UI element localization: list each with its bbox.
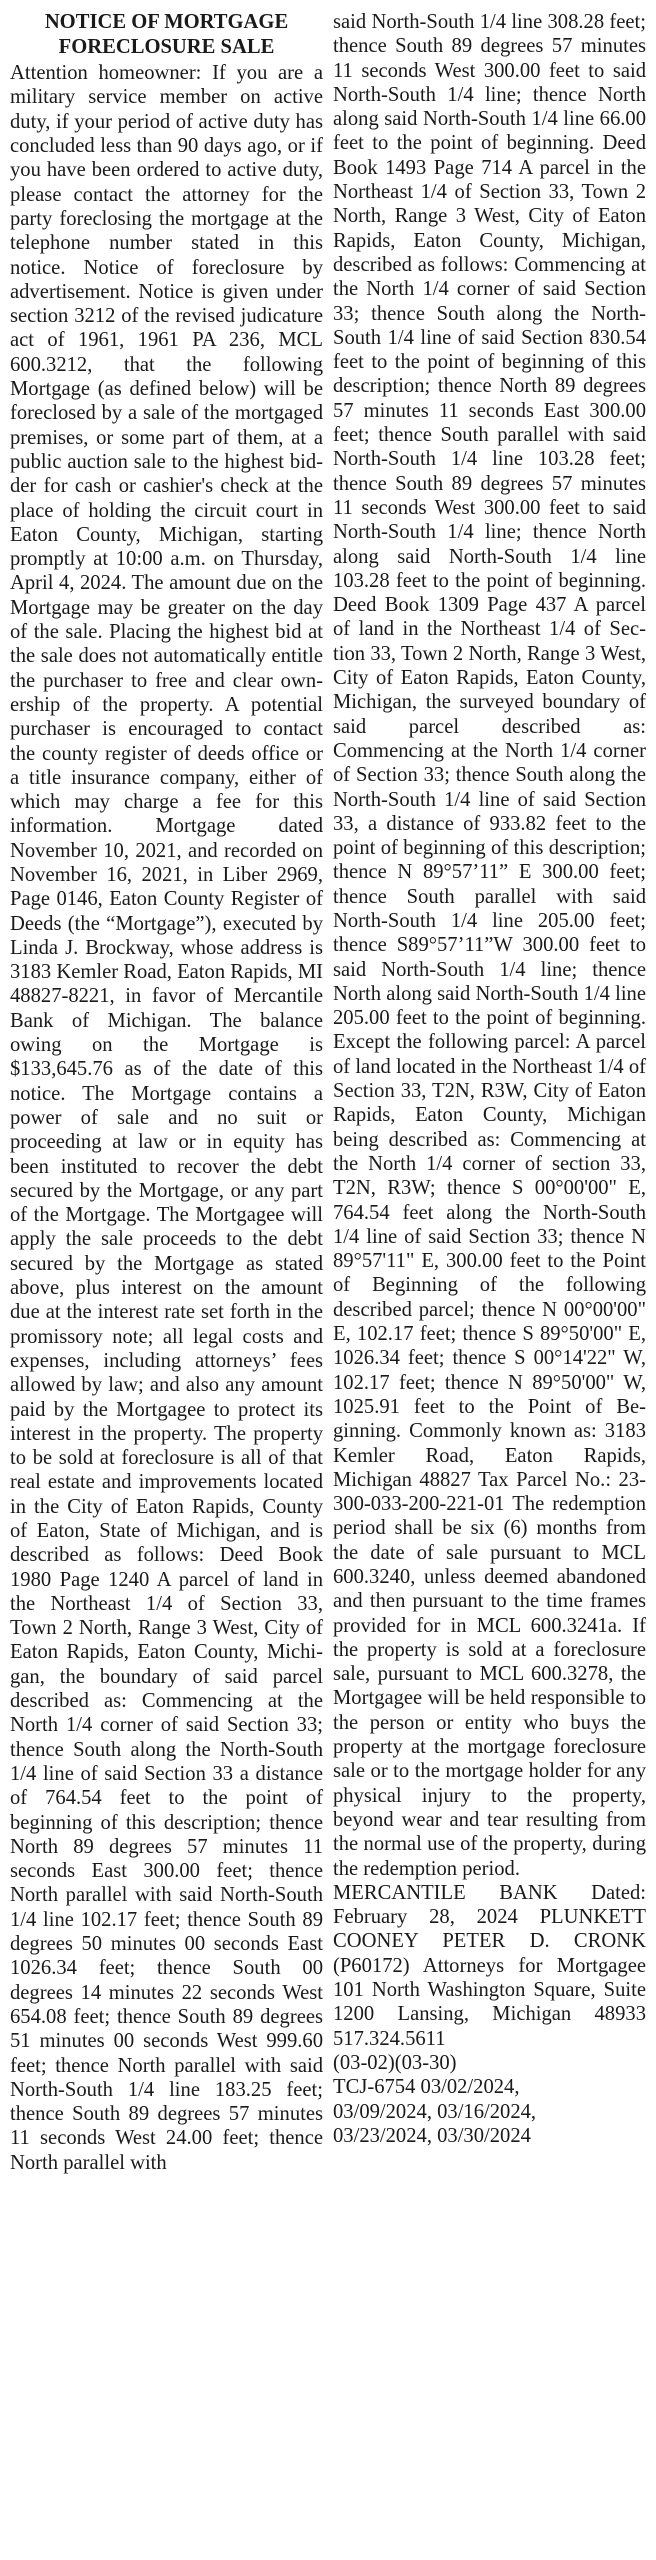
notice-title-line-1: NOTICE OF MORTGAGE (44, 11, 289, 33)
publication-dates-line-3: 03/23/2024, 03/30/2024 (333, 2124, 531, 2147)
notice-signature-block: MERCANTILE BANK Dated: February 28, 2024 PLUNKETT COONEY PETER D. CRONK (P60172) Attorneys for Mortgagee 101 North Washington Square, Suite 1200 Lansing, Michigan 48933 517.324.5611 (333, 1881, 646, 2050)
notice-title-line-2: FORECLOSURE SALE (58, 35, 275, 58)
notice-column-left (10, 10, 323, 2560)
publication-dates-line-1: TCJ-6754 03/02/2024, (333, 2076, 520, 2099)
notice-column-right (333, 10, 646, 2560)
publication-dates (333, 2075, 646, 2148)
notice-body-part-2: said North-South 1/4 line 308.28 feet; thence South 89 degrees 57 minutes 11 seconds West 300.00 feet to said North-South 1/4 line; thence North along said North-South 1/4 line 66.00 feet to the point of beginning. Deed Book 1493 Page 714 A parcel in the Northeast 1/4 of Section 33, Town 2 North, Range 3 West, City of Eaton Rapids, Eaton County, Michigan, described as follows: Commencing at the North 1/4 corner of said Section 33; thence South along the North-South 1/4 line of said Section 830.54 feet to the point of beginning of this description; thence North 89 degrees 57 minutes 11 seconds East 300.00 feet; thence South parallel with said North-South 1/4 line 103.28 feet; thence South 89 degrees 57 minutes 11 seconds West 300.00 feet to said North-South 1/4 line; thence North along said North-South 1/4 line 103.28 feet to the point of beginning. Deed Book 1309 Page 437 A parcel of land in the Northeast 1/4 of Section 33, Town 2 North, Range 3 West, City of Eaton Rapids, Eaton County, Michigan, the surveyed boundary of said parcel described as: Commencing at the North 1/4 corner of Section 33; thence South along the North-South 1/4 line of said Section 33, a distance of 933.82 feet to the point of beginning of this description; thence N 89°57’11” E 300.00 feet; thence South parallel with said North-South 1/4 line 205.00 feet; thence S89°57’11”W 300.00 feet to said North-South 1/4 line; thence North along said North-South 1/4 line 205.00 feet to the point of beginning. Except the following parcel: A parcel of land located in the Northeast 1/4 of Section 33, T2N, R3W, City of Eaton Rapids, Eaton County, Michigan being described as: Commencing at the North 1/4 corner of section 33, T2N, R3W; thence S 00°00'00" E, 764.54 feet along the North-South 1/4 line of said Section 33; thence N 89°57'11" E, 300.00 feet to the Point of Beginning of the following described parcel; thence N 00°00'00" E, 102.17 feet; thence S 89°50'00" E, 1026.34 feet; thence S 00°14'22" W, 102.17 feet; thence N 89°50'00" W, 1025.91 feet to the Point of Beginning. Commonly known as: 3183 Kemler Road, Eaton Rapids, Michigan 48827 Tax Parcel No.: 23-300-033-200-221-01 The redemption period shall be six (6) months from the date of sale pursuant to MCL 600.3240, unless deemed abandoned and then pursuant to the time frames provided for in MCL 600.3241a. If the property is sold at a foreclosure sale, pursuant to MCL 600.3278, the Mortgagee will be held responsible to the person or entity who buys the property at the mortgage foreclosure sale or to the mortgage holder for any physical injury to the property, beyond wear and tear resulting from the normal use of the property, during the redemption period. (333, 11, 646, 1880)
publication-codes: (03-02)(03-30) (333, 2051, 457, 2074)
notice-title (10, 10, 323, 59)
notice-body-part-1: Attention homeowner: If you are a military service member on active duty, if your period of active duty has concluded less than 90 days ago, or if you have been ordered to active duty, please contact the attorney for the party foreclosing the mortgage at the telephone number stated in this notice. Notice of foreclosure by advertisement. Notice is given under section 3212 of the revised judicature act of 1961, 1961 PA 236, MCL 600.3212, that the following Mortgage (as defined below) will be foreclosed by a sale of the mortgaged premises, or some part of them, at a public auction sale to the highest bidder for cash or cashier's check at the place of holding the circuit court in Eaton County, Michigan, starting promptly at 10:00 a.m. on Thursday, April 4, 2024. The amount due on the Mortgage may be greater on the day of the sale. Placing the highest bid at the sale does not automatically entitle the purchaser to free and clear ownership of the property. A potential purchaser is encouraged to contact the county register of deeds office or a title insurance company, either of which may charge a fee for this information. Mortgage dated November 10, 2021, and recorded on November 16, 2021, in Liber 2969, Page 0146, Eaton County Register of Deeds (the “Mortgage”), executed by Linda J. Brockway, whose address is 3183 Kemler Road, Eaton Rapids, MI 48827-8221, in favor of Mercantile Bank of Michigan. The balance owing on the Mortgage is $133,645.76 as of the date of this notice. The Mortgage contains a power of sale and no suit or proceeding at law or in equity has been instituted to recover the debt secured by the Mortgage, or any part of the Mortgage. The Mortgagee will apply the sale proceeds to the debt secured by the Mortgage as stated above, plus interest on the amount due at the interest rate set forth in the promissory note; all legal costs and expenses, including attorneys’ fees allowed by law; and also any amount paid by the Mortgagee to protect its interest in the property. The property to be sold at foreclosure is all of that real estate and improvements located in the City of Eaton Rapids, County of Eaton, State of Michigan, and is described as follows: Deed Book 1980 Page 1240 A parcel of land in the Northeast 1/4 of Section 33, Town 2 North, Range 3 West, City of Eaton Rapids, Eaton County, Michigan, the boundary of said parcel described as: Commencing at the North 1/4 corner of said Section 33; thence South along the North-South 1/4 line of said Section 33 a distance of 764.54 feet to the point of beginning of this description; thence North 89 degrees 57 minutes 11 seconds East 300.00 feet; thence North parallel with said North-South 1/4 line 102.17 feet; thence South 89 degrees 50 minutes 00 seconds East 1026.34 feet; thence South 00 degrees 14 minutes 22 seconds West 654.08 feet; thence South 89 degrees 51 minutes 00 seconds West 999.60 feet; thence North parallel with said North-South 1/4 line 183.25 feet; thence South 89 degrees 57 minutes 11 seconds West 24.00 feet; thence North parallel with (10, 62, 323, 2174)
publication-dates-line-2: 03/09/2024, 03/16/2024, (333, 2100, 537, 2123)
